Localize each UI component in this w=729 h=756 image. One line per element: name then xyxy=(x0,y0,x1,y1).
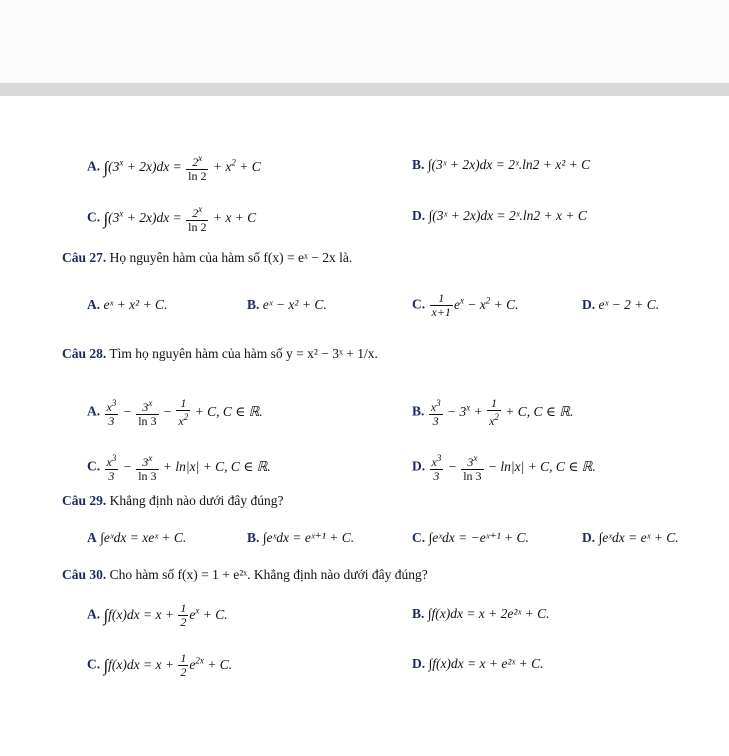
option-label: A. xyxy=(87,606,101,622)
q27-option-c xyxy=(412,292,519,319)
q27-stem xyxy=(62,250,352,266)
math-expression: ∫eˣdx = xeˣ + C. xyxy=(100,530,187,545)
top-blank-area xyxy=(0,0,729,83)
q28-option-a xyxy=(87,397,263,428)
divider-band xyxy=(0,83,729,96)
option-label: C. xyxy=(87,656,101,672)
option-label: C. xyxy=(87,209,101,225)
math-expression: $\frac{x^3}{3}$ − $\frac{3^x}{\ln 3}$ − ln|x| + C, C ∈ ℝ. xyxy=(431,453,596,483)
math-expression: $\frac{x^3}{3}$ − $\frac{3^x}{\ln 3}$ + ln|x| + C, C ∈ ℝ. xyxy=(106,453,271,483)
math-expression: ∫f(x)dx = x + e²ˣ + C. xyxy=(428,656,544,671)
option-label: B. xyxy=(412,403,425,419)
q30-option-a xyxy=(87,602,228,629)
q27-option-a xyxy=(87,297,167,313)
q30-option-d xyxy=(412,656,543,672)
q29-option-b xyxy=(247,530,354,546)
question-number: Câu 30. xyxy=(62,567,107,582)
option-label: A. xyxy=(87,297,101,312)
option-label: D. xyxy=(582,530,596,545)
math-expression: ∫eˣdx = eˣ⁺¹ + C. xyxy=(262,530,355,545)
math-expression: $\frac{x^3}{3}$ − $3^x$ + $\frac{1}{x^2}$ + C, C ∈ ℝ. xyxy=(430,396,574,428)
option-label: A. xyxy=(87,403,101,419)
math-expression: ∫f(x)dx = x + 2e²ˣ + C. xyxy=(427,606,550,621)
option-label: C. xyxy=(412,530,426,545)
q29-stem xyxy=(62,493,283,509)
option-label: D. xyxy=(412,458,426,474)
q28-option-c xyxy=(87,452,271,483)
math-expression: eˣ − 2 + C. xyxy=(598,297,660,312)
q26-option-b xyxy=(412,157,590,173)
math-expression: $\int(3^x + 2x)dx$ = $\frac{2^x}{\ln 2}$ + $x^2 + C$ xyxy=(103,153,261,183)
option-label: B. xyxy=(412,606,425,621)
option-label: C. xyxy=(412,296,426,312)
option-label: A xyxy=(87,530,97,545)
math-expression: eˣ − x² + C. xyxy=(262,297,327,312)
q28-option-b xyxy=(412,397,573,428)
question-text: Họ nguyên hàm của hàm số f(x) = eˣ − 2x là. xyxy=(109,250,353,265)
q26-option-d xyxy=(412,208,587,224)
math-expression: ∫(3ˣ + 2x)dx = 2ˣ.ln2 + x² + C xyxy=(427,157,591,172)
math-expression: ∫f(x)dx = x + $\frac{1}{2}$ $e^x + C$. xyxy=(103,601,228,629)
q26-option-c xyxy=(87,203,256,234)
option-label: D. xyxy=(412,208,426,223)
q29-option-c xyxy=(412,530,529,546)
question-number: Câu 29. xyxy=(62,493,107,508)
option-label: B. xyxy=(412,157,425,172)
q27-option-d xyxy=(582,297,659,313)
math-expression: ∫eˣdx = −eˣ⁺¹ + C. xyxy=(428,530,529,545)
q30-stem xyxy=(62,567,428,583)
option-label: B. xyxy=(247,297,260,312)
q28-stem xyxy=(62,346,378,362)
q27-option-b xyxy=(247,297,327,313)
math-expression: eˣ + x² + C. xyxy=(103,297,168,312)
math-expression: $\frac{x^3}{3}$ − $\frac{3^x}{\ln 3}$ − $\frac{1}{x^2}$ + C, C ∈ ℝ. xyxy=(106,396,263,428)
math-expression: $\int(3^x + 2x)dx$ = $\frac{2^x}{\ln 2}$ + x + C xyxy=(103,204,257,234)
q28-option-d xyxy=(412,452,596,483)
math-expression: ∫f(x)dx = x + $\frac{1}{2}$ $e^{2x} + C$. xyxy=(103,651,233,679)
question-text: Khẳng định nào dưới đây đúng? xyxy=(109,493,284,508)
option-label: C. xyxy=(87,458,101,474)
option-label: D. xyxy=(582,297,596,312)
q30-option-b xyxy=(412,606,550,622)
question-number: Câu 28. xyxy=(62,346,107,361)
math-expression: ∫eˣdx = eˣ + C. xyxy=(598,530,679,545)
question-text: Cho hàm số f(x) = 1 + e²ˣ. xyxy=(109,567,251,582)
q30-option-c xyxy=(87,652,232,679)
option-label: A. xyxy=(87,158,101,174)
math-expression: ∫(3ˣ + 2x)dx = 2ˣ.ln2 + x + C xyxy=(428,208,587,223)
q29-option-a xyxy=(87,530,186,546)
question-text: Tìm họ nguyên hàm của hàm số y = x² − 3ˣ + 1/x. xyxy=(109,346,378,361)
question-number: Câu 27. xyxy=(62,250,107,265)
option-label: D. xyxy=(412,656,426,671)
q26-option-a xyxy=(87,152,261,183)
option-label: B. xyxy=(247,530,260,545)
math-expression: $\frac{1}{x+1}$ $e^x - x^2 + C$. xyxy=(431,291,519,319)
question-text-continued: Khẳng định nào dưới đây đúng? xyxy=(253,567,428,582)
q29-option-d xyxy=(582,530,679,546)
